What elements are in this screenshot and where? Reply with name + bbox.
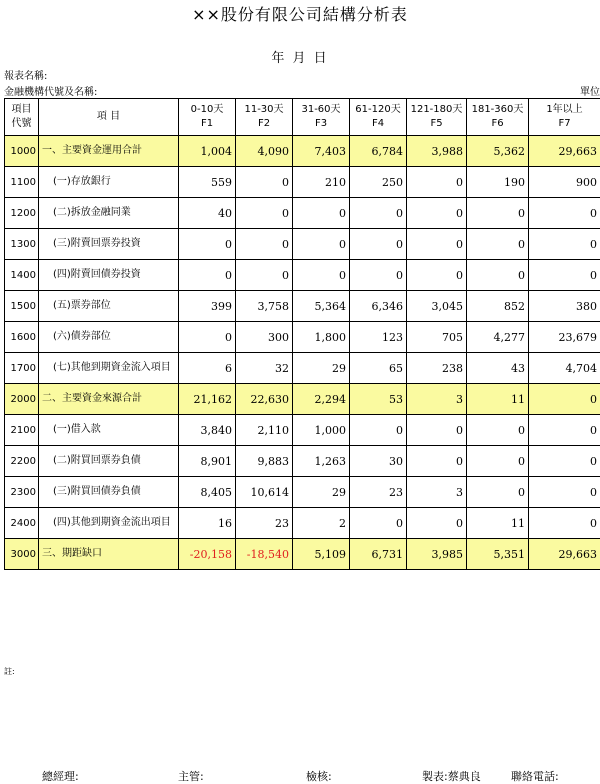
table-row — [5, 508, 600, 539]
table-body — [5, 136, 600, 570]
row-value-f6: 0 — [467, 446, 529, 477]
header-code-line2: 代號 — [12, 118, 32, 129]
row-value-f5: 705 — [407, 322, 467, 353]
row-code: 1700 — [5, 353, 39, 384]
row-value-f7: 29,663 — [529, 539, 600, 570]
row-value-f7: 0 — [529, 198, 600, 229]
row-value-f6: 0 — [467, 477, 529, 508]
row-code: 2400 — [5, 508, 39, 539]
row-value-f2: 0 — [236, 167, 293, 198]
table-row — [5, 291, 600, 322]
row-value-f7: 4,704 — [529, 353, 600, 384]
row-value-f4: 65 — [350, 353, 407, 384]
structure-analysis-table — [4, 98, 600, 570]
unit-label: 單位 — [580, 83, 600, 98]
row-item: (四)附賣回債券投資 — [39, 260, 179, 291]
row-value-f4: 6,784 — [350, 136, 407, 167]
row-value-f2: 0 — [236, 260, 293, 291]
row-item: (二)拆放金融同業 — [39, 198, 179, 229]
table-row — [5, 446, 600, 477]
row-value-f5: 3 — [407, 477, 467, 508]
row-value-f7: 0 — [529, 415, 600, 446]
header-col-f2: 11-30天 F2 — [236, 99, 293, 136]
row-value-f1: 0 — [179, 229, 236, 260]
table-row — [5, 415, 600, 446]
header-col-f1: 0-10天 F1 — [179, 99, 236, 136]
table-row — [5, 539, 600, 570]
header-col-f7: 1年以上 F7 — [529, 99, 600, 136]
row-value-f6: 190 — [467, 167, 529, 198]
table-row — [5, 384, 600, 415]
row-value-f7: 0 — [529, 446, 600, 477]
row-value-f6: 0 — [467, 260, 529, 291]
header-col-f4: 61-120天 F4 — [350, 99, 407, 136]
row-value-f5: 0 — [407, 167, 467, 198]
row-value-f7: 380 — [529, 291, 600, 322]
row-value-f6: 43 — [467, 353, 529, 384]
row-value-f5: 0 — [407, 229, 467, 260]
row-value-f6: 4,277 — [467, 322, 529, 353]
row-value-f1: 399 — [179, 291, 236, 322]
row-value-f5: 3,045 — [407, 291, 467, 322]
signature-preparer-name: 蔡典良 — [448, 770, 481, 783]
row-value-f2: 10,614 — [236, 477, 293, 508]
table-header-row — [5, 99, 600, 136]
row-code: 1500 — [5, 291, 39, 322]
row-value-f5: 0 — [407, 508, 467, 539]
row-value-f3: 1,800 — [293, 322, 350, 353]
row-value-f2: 23 — [236, 508, 293, 539]
header-col-f5: 121-180天 F5 — [407, 99, 467, 136]
row-value-f4: 53 — [350, 384, 407, 415]
row-code: 1100 — [5, 167, 39, 198]
signature-checker: 檢核: — [306, 768, 332, 784]
row-value-f1: 8,901 — [179, 446, 236, 477]
row-value-f7: 0 — [529, 260, 600, 291]
row-value-f4: 0 — [350, 229, 407, 260]
row-item: (六)債券部位 — [39, 322, 179, 353]
row-value-f2: 2,110 — [236, 415, 293, 446]
row-value-f7: 900 — [529, 167, 600, 198]
report-date: 年 月 日 — [0, 47, 600, 66]
report-name-label: 報表名稱: — [4, 67, 47, 82]
row-value-f7: 23,679 — [529, 322, 600, 353]
row-value-f4: 0 — [350, 198, 407, 229]
row-value-f2: 9,883 — [236, 446, 293, 477]
row-value-f4: 123 — [350, 322, 407, 353]
row-value-f7: 29,663 — [529, 136, 600, 167]
row-value-f4: 0 — [350, 415, 407, 446]
row-value-f2: 3,758 — [236, 291, 293, 322]
row-value-f3: 1,000 — [293, 415, 350, 446]
row-value-f1: 8,405 — [179, 477, 236, 508]
row-code: 2300 — [5, 477, 39, 508]
table-row — [5, 353, 600, 384]
row-value-f1: 16 — [179, 508, 236, 539]
row-value-f1: 40 — [179, 198, 236, 229]
row-value-f7: 0 — [529, 508, 600, 539]
row-value-f1: 3,840 — [179, 415, 236, 446]
row-item: (四)其他到期資金流出項目 — [39, 508, 179, 539]
row-code: 1400 — [5, 260, 39, 291]
table-row — [5, 198, 600, 229]
row-value-f3: 29 — [293, 353, 350, 384]
row-value-f5: 0 — [407, 415, 467, 446]
row-value-f1: 0 — [179, 322, 236, 353]
row-value-f4: 0 — [350, 260, 407, 291]
row-value-f1: 1,004 — [179, 136, 236, 167]
row-value-f4: 23 — [350, 477, 407, 508]
row-value-f1: -20,158 — [179, 539, 236, 570]
row-code: 2100 — [5, 415, 39, 446]
signature-phone: 聯絡電話: — [511, 768, 559, 784]
row-value-f6: 5,362 — [467, 136, 529, 167]
header-code-line1: 項目 — [12, 104, 32, 115]
table-row — [5, 229, 600, 260]
table-row — [5, 260, 600, 291]
row-value-f3: 0 — [293, 260, 350, 291]
row-value-f2: -18,540 — [236, 539, 293, 570]
row-value-f3: 2 — [293, 508, 350, 539]
row-item: (三)附賣回票券投資 — [39, 229, 179, 260]
row-value-f4: 0 — [350, 508, 407, 539]
row-value-f6: 0 — [467, 229, 529, 260]
row-value-f3: 0 — [293, 229, 350, 260]
report-title: ××股份有限公司結構分析表 — [0, 2, 600, 25]
row-value-f4: 30 — [350, 446, 407, 477]
row-value-f4: 6,731 — [350, 539, 407, 570]
row-item: (一)存放銀行 — [39, 167, 179, 198]
row-value-f3: 1,263 — [293, 446, 350, 477]
row-value-f7: 0 — [529, 477, 600, 508]
row-value-f2: 4,090 — [236, 136, 293, 167]
row-value-f2: 0 — [236, 198, 293, 229]
row-code: 1600 — [5, 322, 39, 353]
signature-supervisor: 主管: — [178, 768, 204, 784]
row-value-f6: 5,351 — [467, 539, 529, 570]
row-item: 三、期距缺口 — [39, 539, 179, 570]
row-value-f3: 7,403 — [293, 136, 350, 167]
row-value-f4: 6,346 — [350, 291, 407, 322]
row-value-f1: 6 — [179, 353, 236, 384]
row-code: 1300 — [5, 229, 39, 260]
row-value-f3: 2,294 — [293, 384, 350, 415]
row-code: 2000 — [5, 384, 39, 415]
header-col-f6: 181-360天 F6 — [467, 99, 529, 136]
row-value-f2: 32 — [236, 353, 293, 384]
table-row — [5, 477, 600, 508]
row-value-f5: 238 — [407, 353, 467, 384]
row-value-f5: 3,988 — [407, 136, 467, 167]
header-item: 項 目 — [39, 99, 179, 136]
row-item: 一、主要資金運用合計 — [39, 136, 179, 167]
table-row — [5, 136, 600, 167]
row-value-f5: 3,985 — [407, 539, 467, 570]
row-value-f2: 0 — [236, 229, 293, 260]
row-value-f6: 852 — [467, 291, 529, 322]
header-code — [5, 99, 39, 136]
signature-manager: 總經理: — [42, 768, 79, 784]
note-label: 註: — [4, 666, 15, 677]
row-value-f5: 3 — [407, 384, 467, 415]
row-value-f5: 0 — [407, 260, 467, 291]
row-value-f5: 0 — [407, 198, 467, 229]
row-value-f2: 22,630 — [236, 384, 293, 415]
row-code: 3000 — [5, 539, 39, 570]
row-value-f3: 210 — [293, 167, 350, 198]
row-value-f3: 29 — [293, 477, 350, 508]
row-value-f7: 0 — [529, 384, 600, 415]
row-code: 1000 — [5, 136, 39, 167]
row-item: (三)附買回債券負債 — [39, 477, 179, 508]
signature-preparer-label: 製表: — [422, 770, 448, 783]
row-item: (一)借入款 — [39, 415, 179, 446]
row-item: (七)其他到期資金流入項目 — [39, 353, 179, 384]
institution-label: 金融機構代號及名稱: — [4, 83, 97, 98]
row-item: (五)票券部位 — [39, 291, 179, 322]
row-item: 二、主要資金來源合計 — [39, 384, 179, 415]
row-value-f3: 0 — [293, 198, 350, 229]
row-value-f6: 0 — [467, 198, 529, 229]
row-value-f1: 0 — [179, 260, 236, 291]
row-value-f3: 5,109 — [293, 539, 350, 570]
row-value-f5: 0 — [407, 446, 467, 477]
table-row — [5, 167, 600, 198]
signature-preparer — [422, 768, 481, 784]
row-item: (二)附買回票券負債 — [39, 446, 179, 477]
row-value-f6: 11 — [467, 384, 529, 415]
row-value-f1: 559 — [179, 167, 236, 198]
header-col-f3: 31-60天 F3 — [293, 99, 350, 136]
row-value-f3: 5,364 — [293, 291, 350, 322]
row-value-f4: 250 — [350, 167, 407, 198]
row-value-f6: 0 — [467, 415, 529, 446]
row-value-f6: 11 — [467, 508, 529, 539]
row-code: 1200 — [5, 198, 39, 229]
row-code: 2200 — [5, 446, 39, 477]
row-value-f1: 21,162 — [179, 384, 236, 415]
row-value-f7: 0 — [529, 229, 600, 260]
row-value-f2: 300 — [236, 322, 293, 353]
table-row — [5, 322, 600, 353]
